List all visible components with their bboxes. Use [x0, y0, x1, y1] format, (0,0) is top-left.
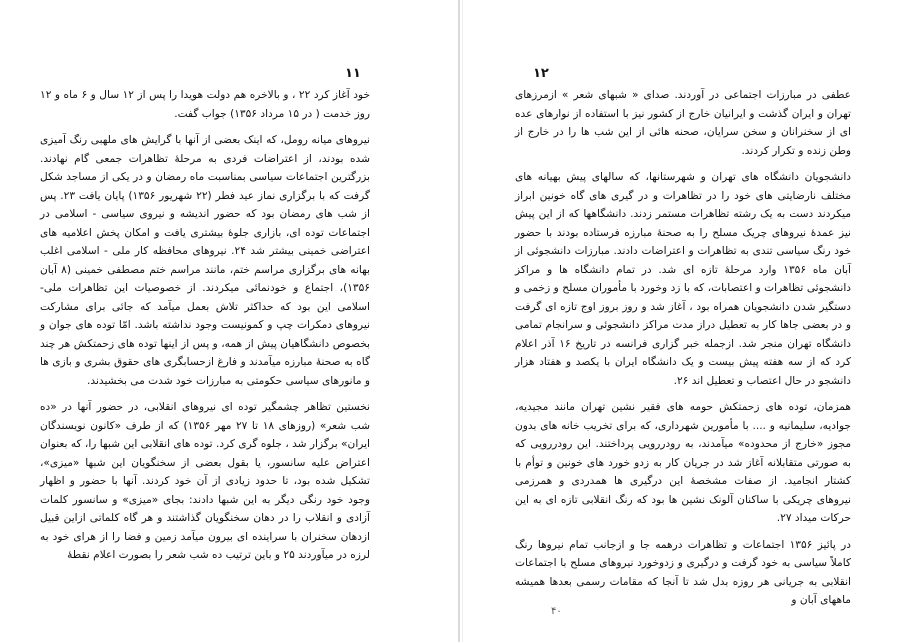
right-paragraph-4: در پائیز ۱۳۵۶ اجتماعات و تظاهرات درهمه جا و ازجانب تمام نیروها رنگ کاملاً سیاسی به خود گرفت و درگیری و زدوخورد نیروهای مسلح با اجتماعات انقلابی به جریانی هر روزه بدل شد تا آنجا که مقامات رسمی بعدها همیشه ماههای آبان و	[515, 538, 851, 606]
page-number-right: ۱۲	[533, 66, 549, 81]
left-page-text	[40, 86, 370, 565]
right-paragraph-3: همزمان، توده های زحمتکش حومه های فقیر نشین تهران مانند مجیدیه، جوادیه، سلیمانیه و .... با مأمورین شهرداری، که برای تخریب خانه های بدون مجوز «خارج از محدوده» میآمدند، به رودررویی پرداختند. این رودررویی که به صورتی متقابلانه آغاز شد در جریان کار به زدو خورد های خونین و توأم با کشتار انجامید. از صفات مشخصهٔ این درگیری ها همدردی و همرزمی نیروهای چریکی با ساکنان آلونک نشین ها بود که رنگ انقلابی تازه ای به این حرکات میداد ۲۷.	[515, 401, 851, 524]
right-page	[463, 0, 919, 642]
left-paragraph-2: نیروهای میانه رومل، که اینک بعضی از آنها با گرایش های ملهبی رنگ آمیزی شده بودند، از اعتراضات فردی به مرحلهٔ تظاهرات جمعی گام نهادند. بزرگترین اجتماعات سیاسی بمناسبت ماه رمضان و در یکی از مساجد شکل گرفت که با برگزاری نماز عید فطر (۲۲ شهریور ۱۳۵۶) پایان یافت ۲۳. پس از شب های رمضان بود که حضور اندیشه و نیروی سیاسی - اسلامی در اجتماعات توده ای، بازاری جلوهٔ بیشتری یافت و امکان پخش اعلامیه های اعتراضی خمینی بیشتر شد ۲۴. نیروهای محافظه کار ملی - اسلامی اغلب بهانه های برگزاری مراسم ختم، مانند مراسم ختم مصطفی خمینی (۸ آبان ۱۳۵۶)، اجتماع و خودنمائی میکردند. از خصوصیات این تظاهرات ملی- اسلامی این بود که حداکثر تلاش بعمل میآمد که جائی برای مشارکت نیروهای دمکرات چپ و کمونیست وجود نداشته باشد. امّا توده های جوان و بخصوص دانشگاهیان پیش از همه، و پس از اینها توده های زحمتکش هر چند گاه به صحنهٔ مبارزه میآمدند و فارغ ازحسابگری های حقوق بشری و بازی ها و مانورهای سیاسی حکومتی به مبارزات خود شدت می بخشیدند.	[40, 134, 370, 387]
right-paragraph-2: دانشجویان دانشگاه های تهران و شهرستانها، که سالهای پیش بهیانه های مختلف نارضایتی های خود را در تظاهرات و در گیری های گاه خونین ابراز میکردند دست به یک رشته تظاهرات مستمر زدند. دانشگاهها که از این پیش نیز عمدهٔ نیروهای چریک مسلح را به صحنهٔ مبارزه فرستاده بودند با حضور خود رنگ سیاسی تندی به تظاهرات و اعتراضات دادند. مبارزات دانشجوئی از آبان ماه ۱۳۵۶ وارد مرحلهٔ تازه ای شد. در تمام دانشگاه ها و مراکز دانشجوئی تظاهرات و اعتصابات، که با زد وخورد با مأموران مسلح و زخمی و دستگیر شدن دانشجویان همراه بود ، آغاز شد و روز بروز اوج تازه ای گرفت و در بعضی جاها کار به تعطیل دراز مدت مراکز دانشجوئی و سرانجام تمامی دانشگاه تهران منجر شد. ازجمله خبر گزاری فرانسه در تاریخ ۱۶ آذر اعلام کرد که از سه هفته پیش بیست و یک دانشگاه ایران با یکصد و هفتاد هزار دانشجو در حال اعتصاب و تعطیل اند ۲۶.	[515, 171, 852, 387]
right-paragraph-1: عطفی در مبارزات اجتماعی در آوردند. صدای « شبهای شعر » ازمرزهای تهران و ایران گذشت و ایرانیان خارج از کشور نیز با استفاده از نوارهای عده ای از سخنرانان و سخن سرایان، صحنه هائی از این شب ها را در خارج از وطن زنده و تکرار کردند.	[515, 89, 851, 157]
page-footer-mark: ۴۰	[551, 606, 562, 617]
right-page-text	[515, 86, 851, 610]
left-paragraph-3: نخستین تظاهر چشمگیر توده ای نیروهای انقلابی، در حضور آنها در «ده شب شعر» (روزهای ۱۸ تا ۲۷ مهر ۱۳۵۶) که از طرف «کانون نویسندگان ایران» برگزار شد ، جلوه گری کرد. توده های انقلابی این شبها را، که بعنوان اعتراض علیه سانسور، یا بقول بعضی از سخنگویان این شبها «میزی»، تشکیل شده بود، تا حدود زیادی از آن خود کردند. آنها با حضور و اظهار وجود خود رنگی دیگر به این شبها دادند: بجای «میزی» و سانسور کلمات آزادی و انقلاب را در دهان سخنگویان گذاشتند و هر گاه کلماتی ازاین قبیل ازدهان سخنران با سراینده ای بیرون میآمد زمین و فضا را از هرای خود به لرزه در میآوردند ۲۵ و باین ترتیب ده شب شعر را بصورت اعلام نقطهٔ	[40, 401, 370, 561]
left-page	[0, 0, 458, 642]
left-paragraph-1: خود آغاز کرد ۲۲ ، و بالاخره هم دولت هویدا را پس از ۱۲ سال و ۶ ماه و ۱۲ روز خدمت ( در ۱۵ مرداد ۱۳۵۶) جواب گفت.	[40, 89, 370, 120]
page-number-left: ۱۱	[345, 66, 361, 81]
book-gutter	[458, 0, 460, 642]
